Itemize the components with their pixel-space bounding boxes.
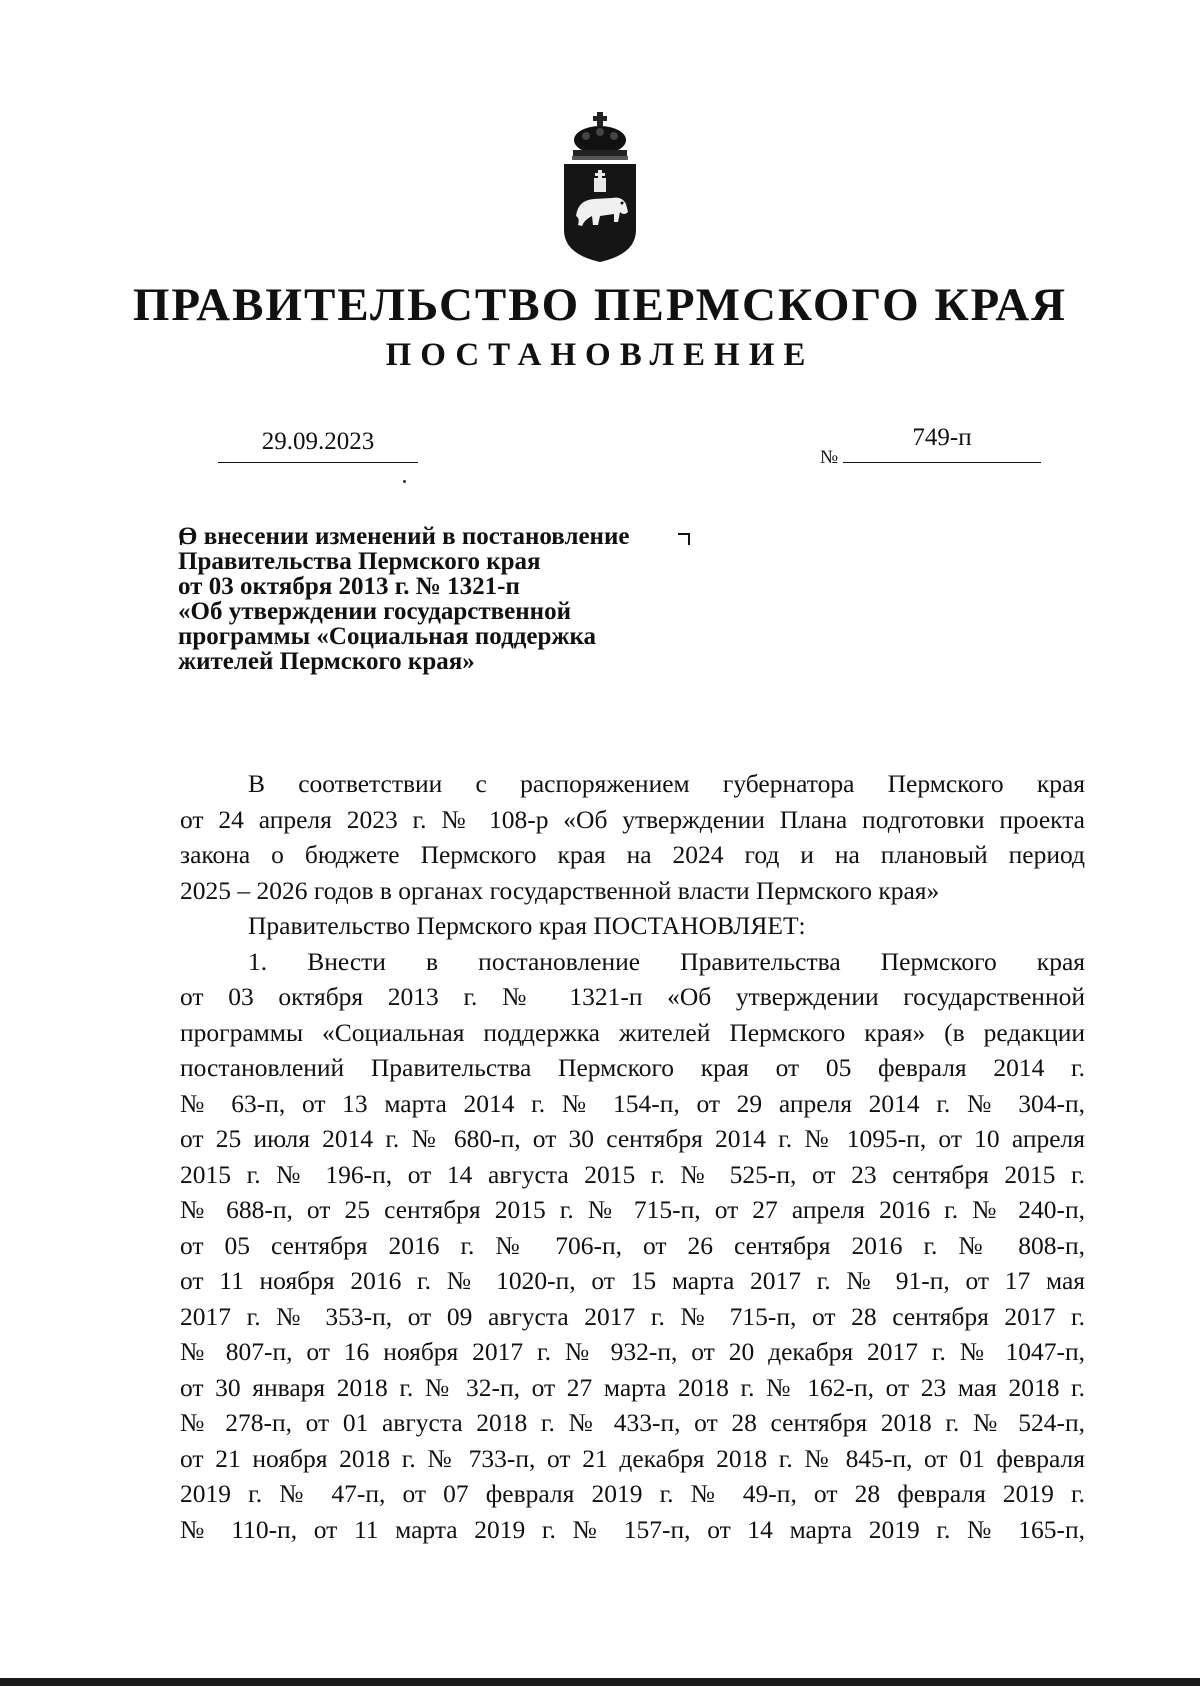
document-number: 749-п (912, 424, 972, 451)
number-underline (843, 462, 1041, 463)
date-underline (218, 462, 418, 463)
body-line: 2017 г. № 353-п, от 09 августа 2017 г. № 715-п, от 28 сентября 2017 г. (180, 1301, 1085, 1331)
number-sign: № (820, 447, 839, 468)
body-line: № 688-п, от 25 сентября 2015 г. № 715-п, от 27 апреля 2016 г. № 240-п, (180, 1195, 1085, 1224)
organization-title: ПРАВИТЕЛЬСТВО ПЕРМСКОГО КРАЯ (132, 279, 1068, 331)
body-line: 2015 г. № 196-п, от 14 августа 2015 г. № 525-п, от 23 сентября 2015 г. (180, 1159, 1085, 1189)
body-line: от 25 июля 2014 г. № 680-п, от 30 сентября 2014 г. № 1095-п, от 10 апреля (180, 1124, 1085, 1153)
body-line: Правительство Пермского края ПОСТАНОВЛЯЕТ: (248, 911, 806, 940)
subject-line: «Об утверждении государственной (178, 598, 571, 625)
body-line: от 05 сентября 2016 г. № 706-п, от 26 сентября 2016 г. № 808-п, (180, 1230, 1085, 1260)
body-line: 1. Внести в постановление Правительства Пермского края (248, 946, 1085, 976)
body-line: от 24 апреля 2023 г. № 108-р «Об утверждении Плана подготовки проекта (180, 804, 1085, 834)
body-line: В соответствии с распоряжением губернатора Пермского края (248, 769, 1085, 798)
body-line: от 30 января 2018 г. № 32-п, от 27 марта 2018 г. № 162-п, от 23 мая 2018 г. (180, 1372, 1085, 1402)
subject-line: программы «Социальная поддержка (178, 623, 597, 650)
body-line: закона о бюджете Пермского края на 2024 год и на плановый период (180, 840, 1085, 869)
body-line: от 03 октября 2013 г. № 1321-п «Об утверждении государственной (180, 982, 1085, 1011)
body-line: от 21 ноября 2018 г. № 733-п, от 21 декабря 2018 г. № 845-п, от 01 февраля (180, 1443, 1085, 1473)
coat-of-arms-emblem (560, 112, 640, 262)
body-line: № 278-п, от 01 августа 2018 г. № 433-п, от 28 сентября 2018 г. № 524-п, (180, 1408, 1085, 1437)
scan-border (0, 1678, 1200, 1686)
subject-line: жителей Пермского края» (178, 648, 475, 675)
body-line: от 11 ноября 2016 г. № 1020-п, от 15 марта 2017 г. № 91-п, от 17 мая (180, 1266, 1085, 1295)
body-line: № 63-п, от 13 марта 2014 г. № 154-п, от 29 апреля 2014 г. № 304-п, (180, 1088, 1085, 1118)
body-line: 2019 г. № 47-п, от 07 февраля 2019 г. № 49-п, от 28 февраля 2019 г. (180, 1479, 1085, 1508)
body-line: № 807-п, от 16 ноября 2017 г. № 932-п, от 20 декабря 2017 г. № 1047-п, (180, 1337, 1085, 1366)
document-subject (178, 524, 698, 674)
body-line: 2025 – 2026 годов в органах государственной власти Пермского края» (180, 875, 940, 905)
document-date: 29.09.2023 (261, 428, 375, 455)
crown-icon (572, 112, 628, 160)
subject-line: от 03 октября 2013 г. № 1321-п (178, 573, 520, 600)
body-line: постановлений Правительства Пермского края от 05 февраля 2014 г. (180, 1053, 1085, 1082)
document-body (180, 766, 1085, 1547)
document-type-heading: ПОСТАНОВЛЕНИЕ (385, 337, 815, 373)
scan-dot (403, 480, 406, 483)
gospel-cross-icon (594, 170, 606, 192)
body-line: программы «Социальная поддержка жителей Пермского края» (в редакции (180, 1017, 1085, 1047)
subject-line: О внесении изменений в постановление (178, 523, 630, 550)
subject-line: Правительства Пермского края (178, 548, 541, 575)
body-line: № 110-п, от 11 марта 2019 г. № 157-п, от 14 марта 2019 г. № 165-п, (180, 1514, 1085, 1544)
